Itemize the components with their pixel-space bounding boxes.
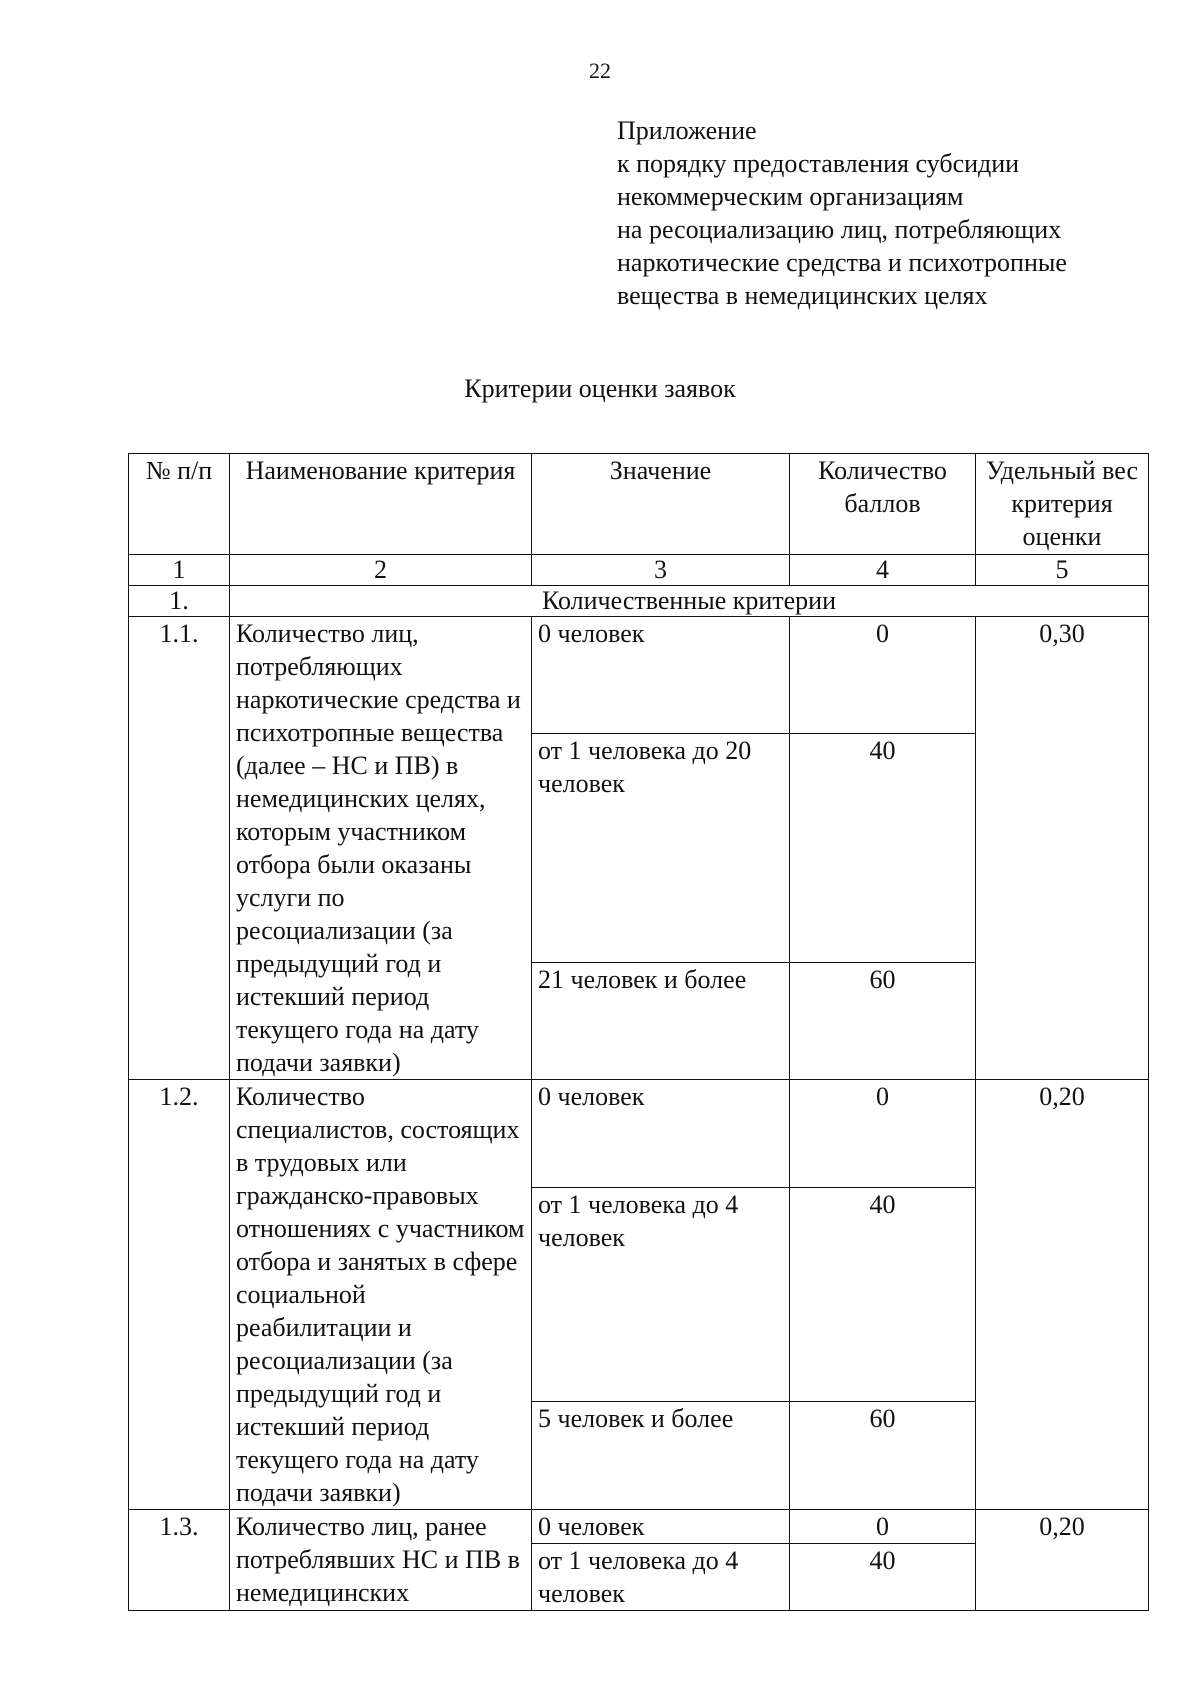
page-number: 22 bbox=[589, 58, 611, 83]
criterion-name: Количество лиц, потребляющих наркотические средства и психотропные вещества (далее – НС и ПВ) в немедицинских целях, которым участником отбора были оказаны услуги по ресоциализации (за предыдущий год и истекший период текущего года на дату подачи заявки) bbox=[230, 617, 532, 1080]
table-row bbox=[129, 1080, 1149, 1188]
value-cell: 0 человек bbox=[532, 1510, 790, 1544]
column-number: 4 bbox=[790, 555, 976, 586]
points-cell: 60 bbox=[790, 963, 976, 1078]
row-num: 1.2. bbox=[129, 1080, 230, 1510]
criterion-name: Количество специалистов, состоящих в трудовых или гражданско-правовых отношениях с участником отбора и занятых в сфере социальной реабилитации и ресоциализации (за предыдущий год и истекший период текущего года на дату подачи заявки) bbox=[230, 1080, 532, 1510]
header-value: Значение bbox=[532, 454, 790, 555]
points-cell: 40 bbox=[790, 1544, 976, 1611]
points-cell: 0 bbox=[790, 1510, 976, 1544]
header-weight: Удельный вес критерия оценки bbox=[976, 454, 1149, 555]
appendix-line: Приложение bbox=[617, 116, 757, 145]
column-number: 3 bbox=[532, 555, 790, 586]
appendix-block bbox=[617, 114, 1177, 312]
row-num: 1.1. bbox=[129, 617, 230, 1080]
weight-cell: 0,20 bbox=[976, 1080, 1149, 1510]
appendix-line: некоммерческим организациям bbox=[617, 182, 964, 211]
weight-cell: 0,20 bbox=[976, 1510, 1149, 1611]
value-cell: 0 человек bbox=[532, 1080, 790, 1188]
column-number-row bbox=[129, 555, 1149, 586]
points-cell: 0 bbox=[790, 617, 976, 734]
value-cell: 0 человек bbox=[532, 617, 790, 734]
section-row bbox=[129, 586, 1149, 617]
value-cell: от 1 человека до 4 человек bbox=[532, 1188, 790, 1401]
value-cell: от 1 человека до 4 человек bbox=[532, 1544, 790, 1611]
section-label: Количественные критерии bbox=[230, 586, 1149, 617]
criterion-name: Количество лиц, ранее потреблявших НС и ПВ в немедицинских bbox=[230, 1510, 532, 1611]
points-cell: 40 bbox=[790, 733, 976, 963]
header-points: Количество баллов bbox=[790, 454, 976, 555]
section-num: 1. bbox=[129, 586, 230, 617]
criteria-table bbox=[128, 453, 1149, 1611]
value-cell: 5 человек и более bbox=[532, 1401, 790, 1508]
column-number: 5 bbox=[976, 555, 1149, 586]
appendix-line: на ресоциализацию лиц, потребляющих bbox=[617, 215, 1062, 244]
row-num: 1.3. bbox=[129, 1510, 230, 1611]
value-cell: от 1 человека до 20 человек bbox=[532, 733, 790, 963]
table-header-row bbox=[129, 454, 1149, 555]
appendix-line: к порядку предоставления субсидии bbox=[617, 149, 1020, 178]
points-cell: 0 bbox=[790, 1080, 976, 1188]
column-number: 1 bbox=[129, 555, 230, 586]
points-cell: 60 bbox=[790, 1401, 976, 1508]
value-cell: 21 человек и более bbox=[532, 963, 790, 1078]
table-row bbox=[129, 617, 1149, 734]
appendix-line: вещества в немедицинских целях bbox=[617, 281, 988, 310]
points-cell: 40 bbox=[790, 1188, 976, 1401]
weight-cell: 0,30 bbox=[976, 617, 1149, 1080]
table-row bbox=[129, 1510, 1149, 1544]
appendix-line: наркотические средства и психотропные bbox=[617, 248, 1067, 277]
header-name: Наименование критерия bbox=[230, 454, 532, 555]
column-number: 2 bbox=[230, 555, 532, 586]
header-num: № п/п bbox=[129, 454, 230, 555]
document-title: Критерии оценки заявок bbox=[464, 374, 736, 403]
